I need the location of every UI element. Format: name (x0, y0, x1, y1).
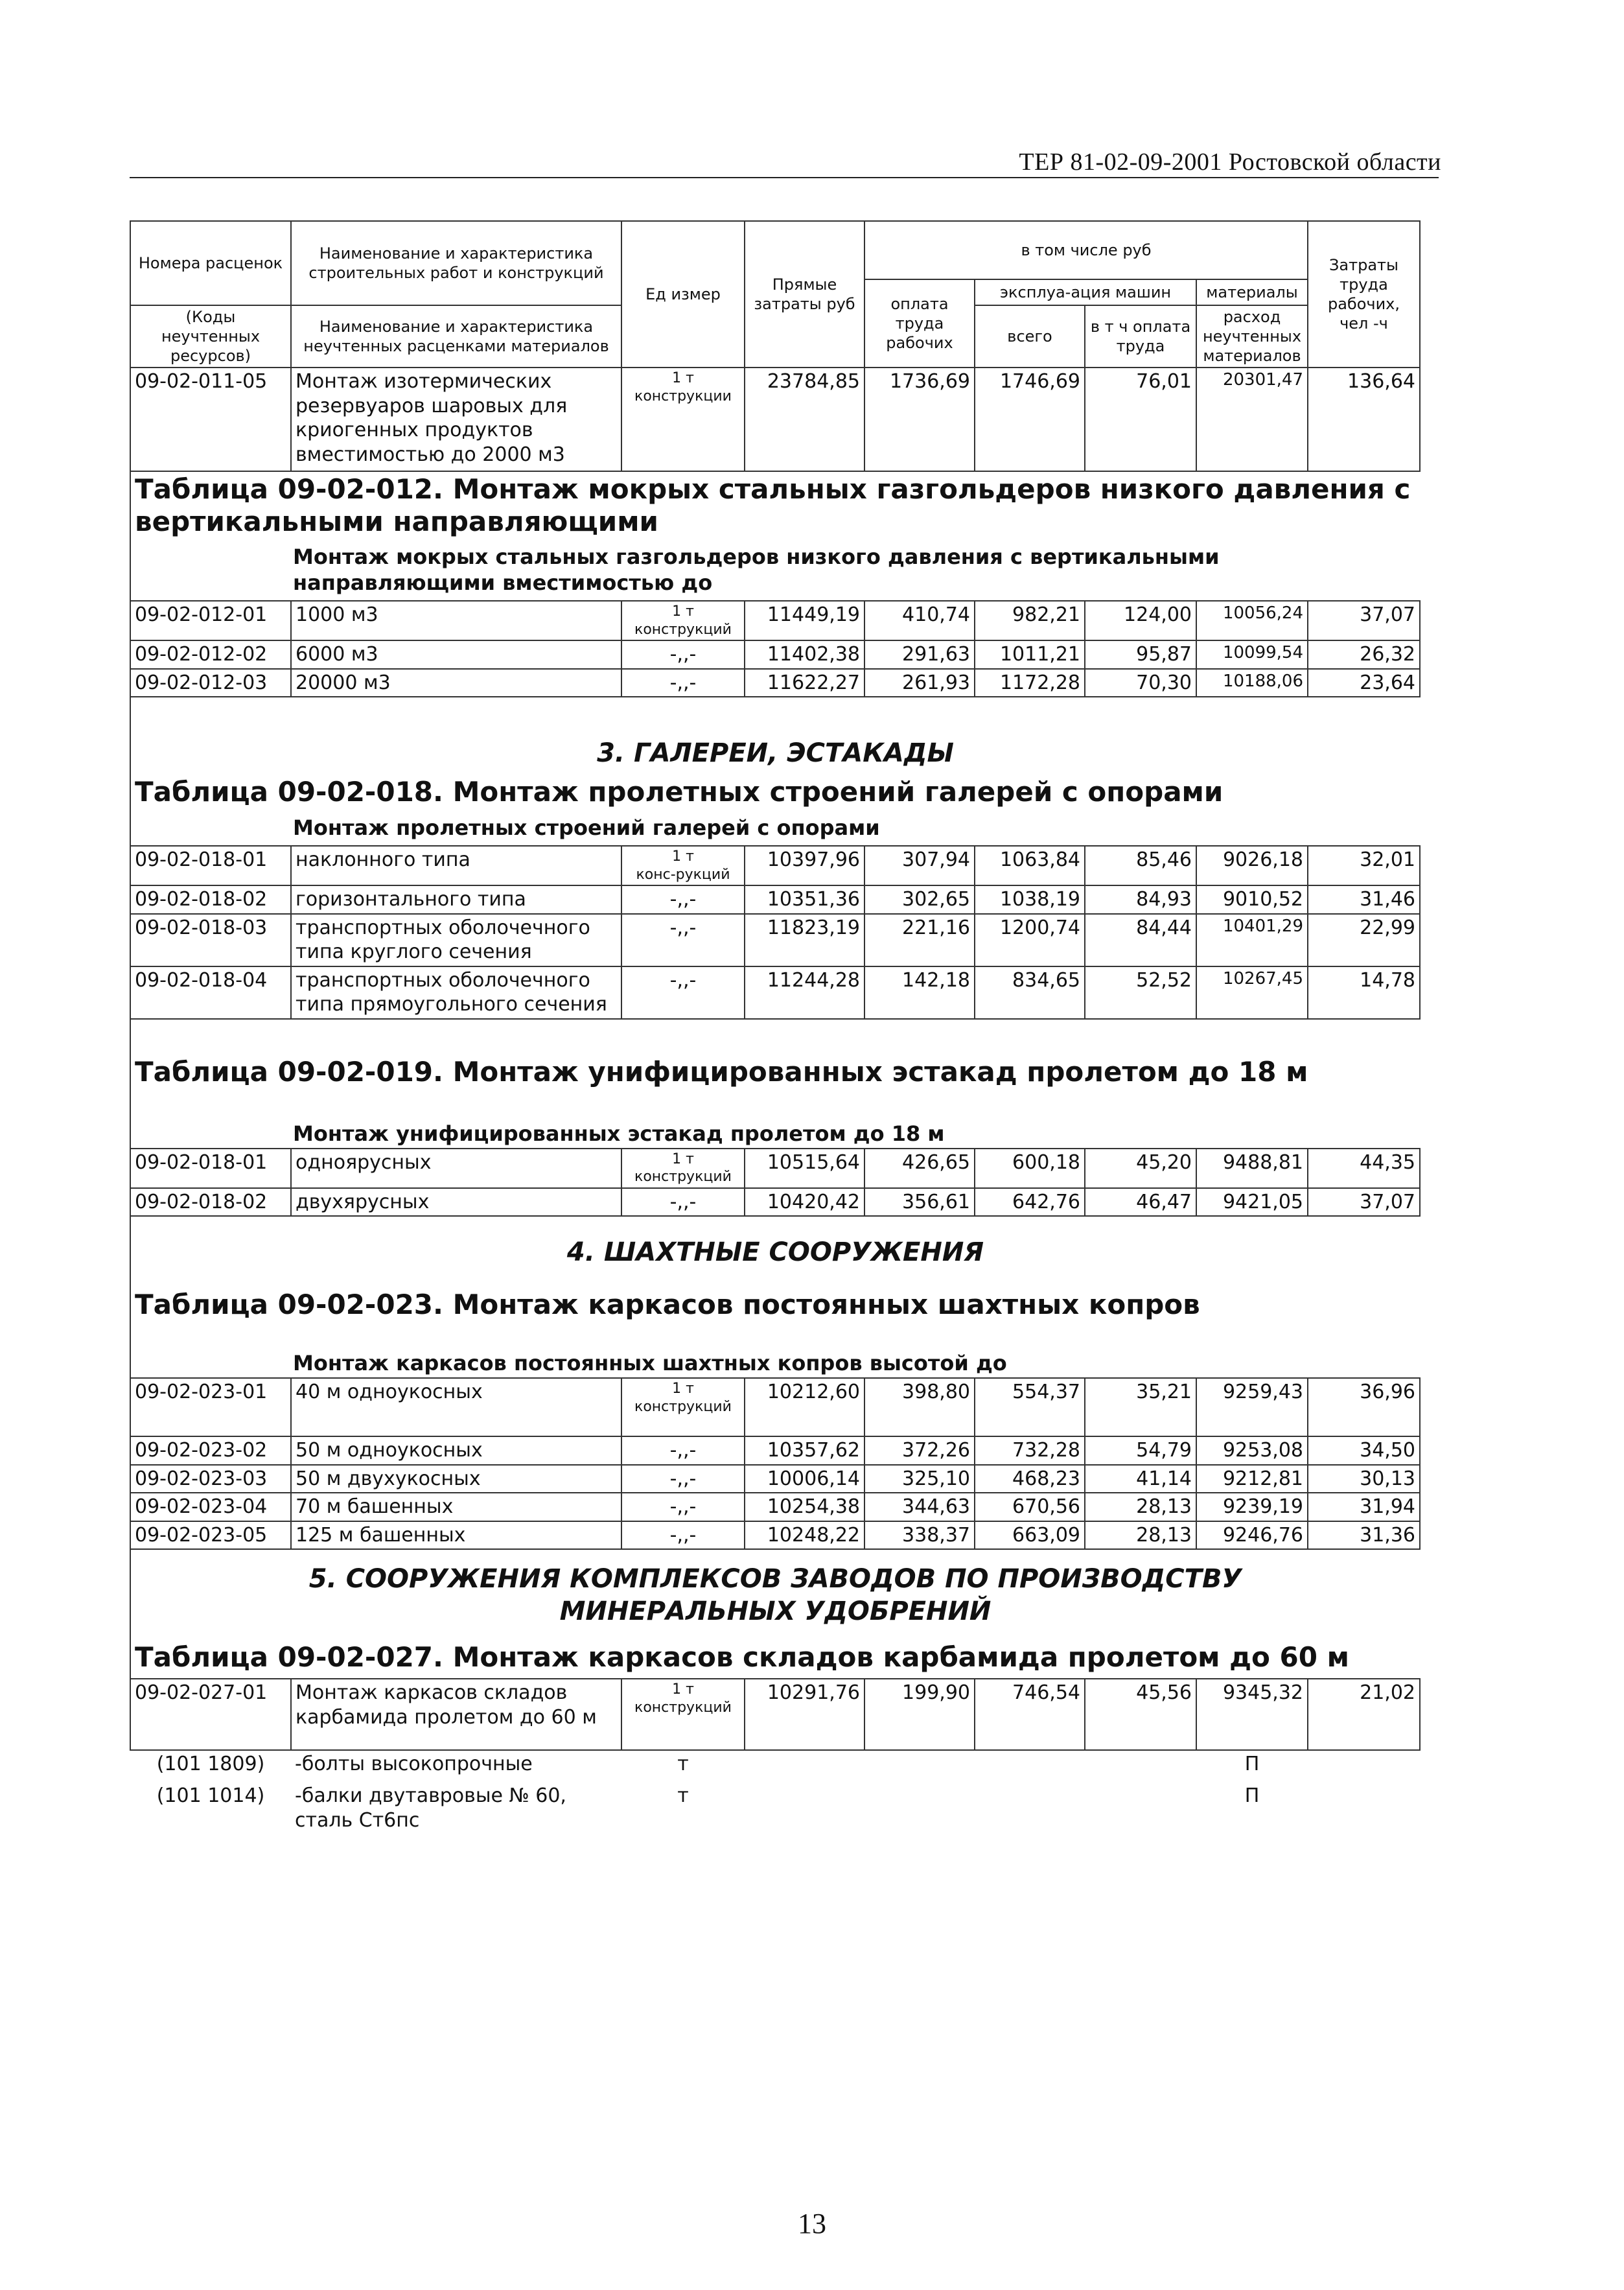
table-row: 09-02-018-04 транспортных оболочечного типа прямоугольного сечения -,,- 11244,28 142,18 834,65 52,52 10267,45 14,78 (130, 966, 1420, 1019)
table-row: 09-02-023-02 50 м одноукосных -,,- 10357,62 372,26 732,28 54,79 9253,08 34,50 (130, 1436, 1420, 1465)
header-direct-costs: Прямые затраты руб (745, 221, 864, 368)
table-018-title: Таблица 09-02-018. Монтаж пролетных строений галерей с опорами (130, 775, 1420, 813)
table-row: 09-02-023-05 125 м башенных -,,- 10248,22 338,37 663,09 28,13 9246,76 31,36 (130, 1521, 1420, 1550)
section-3-heading: 3. ГАЛЕРЕИ, ЭСТАКАДЫ (130, 736, 1420, 775)
table-row: 09-02-027-01 Монтаж каркасов складов карбамида пролетом до 60 м 1 т конструкций 10291,76 199,90 746,54 45,56 9345,32 21,02 (130, 1679, 1420, 1750)
header-resource-name: Наименование и характеристика неучтенных расценками материалов (291, 305, 621, 368)
header-machines: эксплуа-ация машин (975, 279, 1196, 305)
page-number: 13 (798, 2208, 826, 2239)
header-rule (130, 177, 1439, 178)
rates-table (130, 220, 1421, 1834)
header-including: в том числе руб (864, 221, 1308, 279)
table-row: 09-02-011-05 Монтаж изотермических резервуаров шаровых для криогенных продуктов вместимостью до 2000 м3 1 т конструкции 23784,85 1736,69 1746,69 76,01 20301,47 136,64 (130, 368, 1420, 471)
resource-row: (101 1809) -болты высокопрочные т П (156, 1753, 1260, 1775)
header-rate-number: Номера расценок (130, 221, 291, 305)
header-machines-total: всего (975, 305, 1085, 368)
table-018-group: Монтаж пролетных строений галерей с опорами (130, 813, 1420, 846)
table-027-title: Таблица 09-02-027. Монтаж каркасов складов карбамида пролетом до 60 м (130, 1640, 1420, 1679)
table-row: 09-02-023-03 50 м двухукосных -,,- 10006,14 325,10 468,23 41,14 9212,81 30,13 (130, 1465, 1420, 1493)
section-4-heading: 4. ШАХТНЫЕ СООРУЖЕНИЯ (130, 1216, 1420, 1287)
section-5-heading: 5. СООРУЖЕНИЯ КОМПЛЕКСОВ ЗАВОДОВ ПО ПРОИЗВОДСТВУ МИНЕРАЛЬНЫХ УДОБРЕНИЙ (130, 1549, 1420, 1640)
header-unit: Ед измер (621, 221, 745, 368)
table-012-group: Монтаж мокрых стальных газгольдеров низкого давления с вертикальными направляющими вместимостью до (130, 543, 1420, 601)
document-header: ТЕР 81-02-09-2001 Ростовской области (1019, 148, 1441, 176)
header-work-name: Наименование и характеристика строительных работ и конструкций (291, 221, 621, 305)
resource-row: (101 1014) -балки двутавровые № 60, сталь Ст6пс т П (156, 1784, 1260, 1832)
header-materials: материалы (1196, 279, 1308, 305)
table-012-title: Таблица 09-02-012. Монтаж мокрых стальных газгольдеров низкого давления с вертикальными направляющими (130, 471, 1420, 543)
header-resource-codes: (Коды неучтенных ресурсов) (130, 305, 291, 368)
table-019-group: Монтаж унифицированных эстакад пролетом до 18 м (130, 1090, 1420, 1149)
table-row: 09-02-018-03 транспортных оболочечного типа круглого сечения -,,- 11823,19 221,16 1200,74 84,44 10401,29 22,99 (130, 914, 1420, 966)
table-019-title: Таблица 09-02-019. Монтаж унифицированных эстакад пролетом до 18 м (130, 1019, 1420, 1090)
table-row: 09-02-012-02 6000 м3 -,,- 11402,38 291,63 1011,21 95,87 10099,54 26,32 (130, 640, 1420, 669)
table-row: 09-02-018-02 двухярусных -,,- 10420,42 356,61 642,76 46,47 9421,05 37,07 (130, 1188, 1420, 1217)
table-row: 09-02-012-01 1000 м3 1 т конструкций 11449,19 410,74 982,21 124,00 10056,24 37,07 (130, 601, 1420, 640)
header-machines-labor: в т ч оплата труда (1085, 305, 1196, 368)
table-row: 09-02-023-04 70 м башенных -,,- 10254,38 344,63 670,56 28,13 9239,19 31,94 (130, 1493, 1420, 1521)
table-023-group: Монтаж каркасов постоянных шахтных копров высотой до (130, 1339, 1420, 1378)
table-row: 09-02-018-01 наклонного типа 1 т конс-рукций 10397,96 307,94 1063,84 85,46 9026,18 32,01 (130, 846, 1420, 885)
table-row: 09-02-012-03 20000 м3 -,,- 11622,27 261,93 1172,28 70,30 10188,06 23,64 (130, 669, 1420, 697)
header-labor-pay: оплата труда рабочих (864, 279, 975, 368)
table-row: 09-02-023-01 40 м одноукосных 1 т конструкций 10212,60 398,80 554,37 35,21 9259,43 36,96 (130, 1378, 1420, 1436)
header-labor-costs: Затраты труда рабочих, чел -ч (1308, 221, 1420, 368)
table-row: 09-02-018-01 одноярусных 1 т конструкций 10515,64 426,65 600,18 45,20 9488,81 44,35 (130, 1149, 1420, 1188)
header-materials-usage: расход неучтенных материалов (1196, 305, 1308, 368)
table-row: 09-02-018-02 горизонтального типа -,,- 10351,36 302,65 1038,19 84,93 9010,52 31,46 (130, 885, 1420, 914)
table-023-title: Таблица 09-02-023. Монтаж каркасов постоянных шахтных копров (130, 1287, 1420, 1339)
